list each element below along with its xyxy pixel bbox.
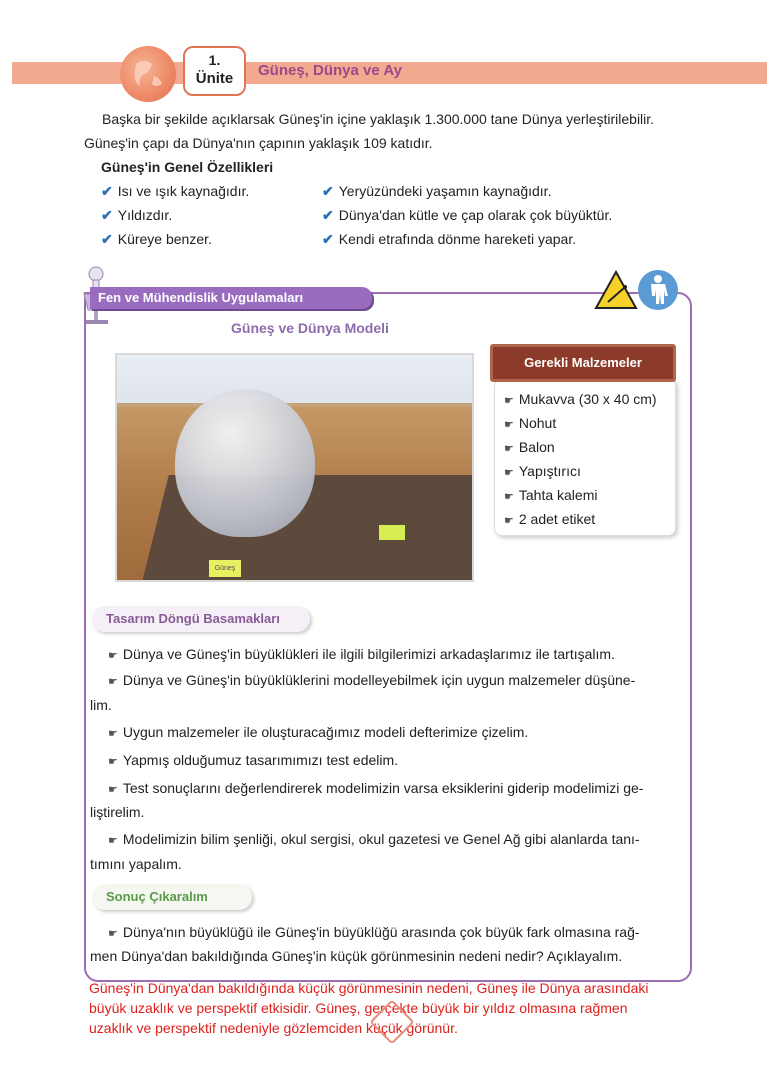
design-step: ☛ Yapmış olduğumuz tasarımımızı test edelim. — [108, 752, 399, 768]
material-item: ☛ 2 adet etiket — [504, 511, 596, 527]
design-step: ☛ Dünya ve Güneş'in büyüklükleri ile ilgili bilgilerimizi arkadaşlarımız ile tartışalım. — [108, 646, 615, 662]
unit-badge — [183, 46, 246, 96]
design-step: ☛ Test sonuçlarını değerlendirerek modelimizin varsa eksiklerini giderip modelimizi ge- — [108, 780, 644, 796]
features-title: Güneş'in Genel Özellikleri — [101, 159, 274, 175]
globe-icon — [120, 46, 176, 102]
photo-sun-label: Güneş — [209, 560, 241, 577]
pointing-hand-icon: ☛ — [504, 395, 514, 407]
check-icon: ✔ — [322, 231, 334, 247]
feature-item: ✔ Kendi etrafında dönme hareketi yapar. — [322, 231, 577, 247]
activity-banner: Fen ve Mühendislik Uygulamaları — [90, 287, 372, 309]
design-step: ☛ Dünya ve Güneş'in büyüklüklerini modelleyebilmek için uygun malzemeler düşüne- — [108, 672, 636, 688]
feature-item: ✔ Küreye benzer. — [101, 231, 212, 247]
feature-item: ✔ Isı ve ışık kaynağıdır. — [101, 183, 250, 199]
feature-item: ✔ Dünya'dan kütle ve çap olarak çok büyüktür. — [322, 207, 613, 223]
check-icon: ✔ — [101, 207, 113, 223]
pointing-hand-icon: ☛ — [108, 756, 118, 768]
check-icon: ✔ — [322, 183, 334, 199]
unit-number: 1. — [208, 52, 221, 68]
pointing-hand-icon: ☛ — [108, 784, 118, 796]
design-steps-title: Tasarım Döngü Basamakları — [92, 606, 310, 632]
conclusion-title: Sonuç Çıkaralım — [92, 884, 252, 910]
photo-balloon — [175, 389, 315, 537]
feature-item: ✔ Yeryüzündeki yaşamın kaynağıdır. — [322, 183, 552, 199]
pointing-hand-icon: ☛ — [504, 467, 514, 479]
check-icon: ✔ — [101, 231, 113, 247]
design-step-continued: liştirelim. — [90, 804, 145, 820]
answer-line: büyük uzaklık ve perspektif etkisidir. Güneş, gerçekte büyük bir yıldız olmasına rağmen — [89, 1000, 628, 1016]
material-item: ☛ Balon — [504, 439, 555, 455]
check-icon: ✔ — [101, 183, 113, 199]
conclusion-question-continued: men Dünya'dan bakıldığında Güneş'in küçük görünmesinin nedeni nedir? Açıklayalım. — [90, 948, 623, 964]
protective-suit-icon — [638, 270, 678, 310]
intro-paragraph: Başka bir şekilde açıklarsak Güneş'in içine yaklaşık 1.300.000 tane Dünya yerleştirilebilir. Güneş'in çapı da Dünya'nın çapının yaklaşık 109 katıdır. — [84, 111, 655, 151]
pointing-hand-icon: ☛ — [108, 835, 118, 847]
pointing-hand-icon: ☛ — [504, 443, 514, 455]
pointing-hand-icon: ☛ — [108, 728, 118, 740]
pointing-hand-icon: ☛ — [504, 491, 514, 503]
material-item: ☛ Nohut — [504, 415, 557, 431]
answer-line: uzaklık ve perspektif nedeniyle gözlemciden küçük görünür. — [89, 1020, 458, 1036]
materials-title: Gerekli Malzemeler — [490, 344, 676, 382]
unit-word: Ünite — [195, 70, 234, 87]
pointing-hand-icon: ☛ — [504, 419, 514, 431]
model-photo — [115, 353, 474, 582]
photo-wall-edge — [117, 403, 472, 407]
answer-line: Güneş'in Dünya'dan bakıldığında küçük görünmesinin nedeni, Güneş ile Dünya arasındaki — [89, 980, 649, 996]
material-item: ☛ Yapıştırıcı — [504, 463, 581, 479]
warning-icon — [594, 270, 638, 310]
activity-title: Güneş ve Dünya Modeli — [231, 320, 389, 336]
pointing-hand-icon: ☛ — [108, 650, 118, 662]
material-item: ☛ Tahta kalemi — [504, 487, 598, 503]
design-step-continued: tımını yapalım. — [90, 856, 182, 872]
feature-item: ✔ Yıldızdır. — [101, 207, 173, 223]
pointing-hand-icon: ☛ — [504, 515, 514, 527]
check-icon: ✔ — [322, 207, 334, 223]
photo-earth-label — [379, 525, 405, 540]
design-step: ☛ Modelimizin bilim şenliği, okul sergisi, okul gazetesi ve Genel Ağ gibi alanlarda tanı- — [108, 831, 640, 847]
pointing-hand-icon: ☛ — [108, 676, 118, 688]
material-item: ☛ Mukavva (30 x 40 cm) — [504, 391, 657, 407]
conclusion-question: ☛ Dünya'nın büyüklüğü ile Güneş'in büyüklüğü arasında çok büyük fark olmasına rağ- — [108, 924, 640, 940]
unit-title: Güneş, Dünya ve Ay — [258, 62, 402, 79]
design-step: ☛ Uygun malzemeler ile oluşturacağımız modeli defterimize çizelim. — [108, 724, 529, 740]
pointing-hand-icon: ☛ — [108, 928, 118, 940]
design-step-continued: lim. — [90, 697, 112, 713]
